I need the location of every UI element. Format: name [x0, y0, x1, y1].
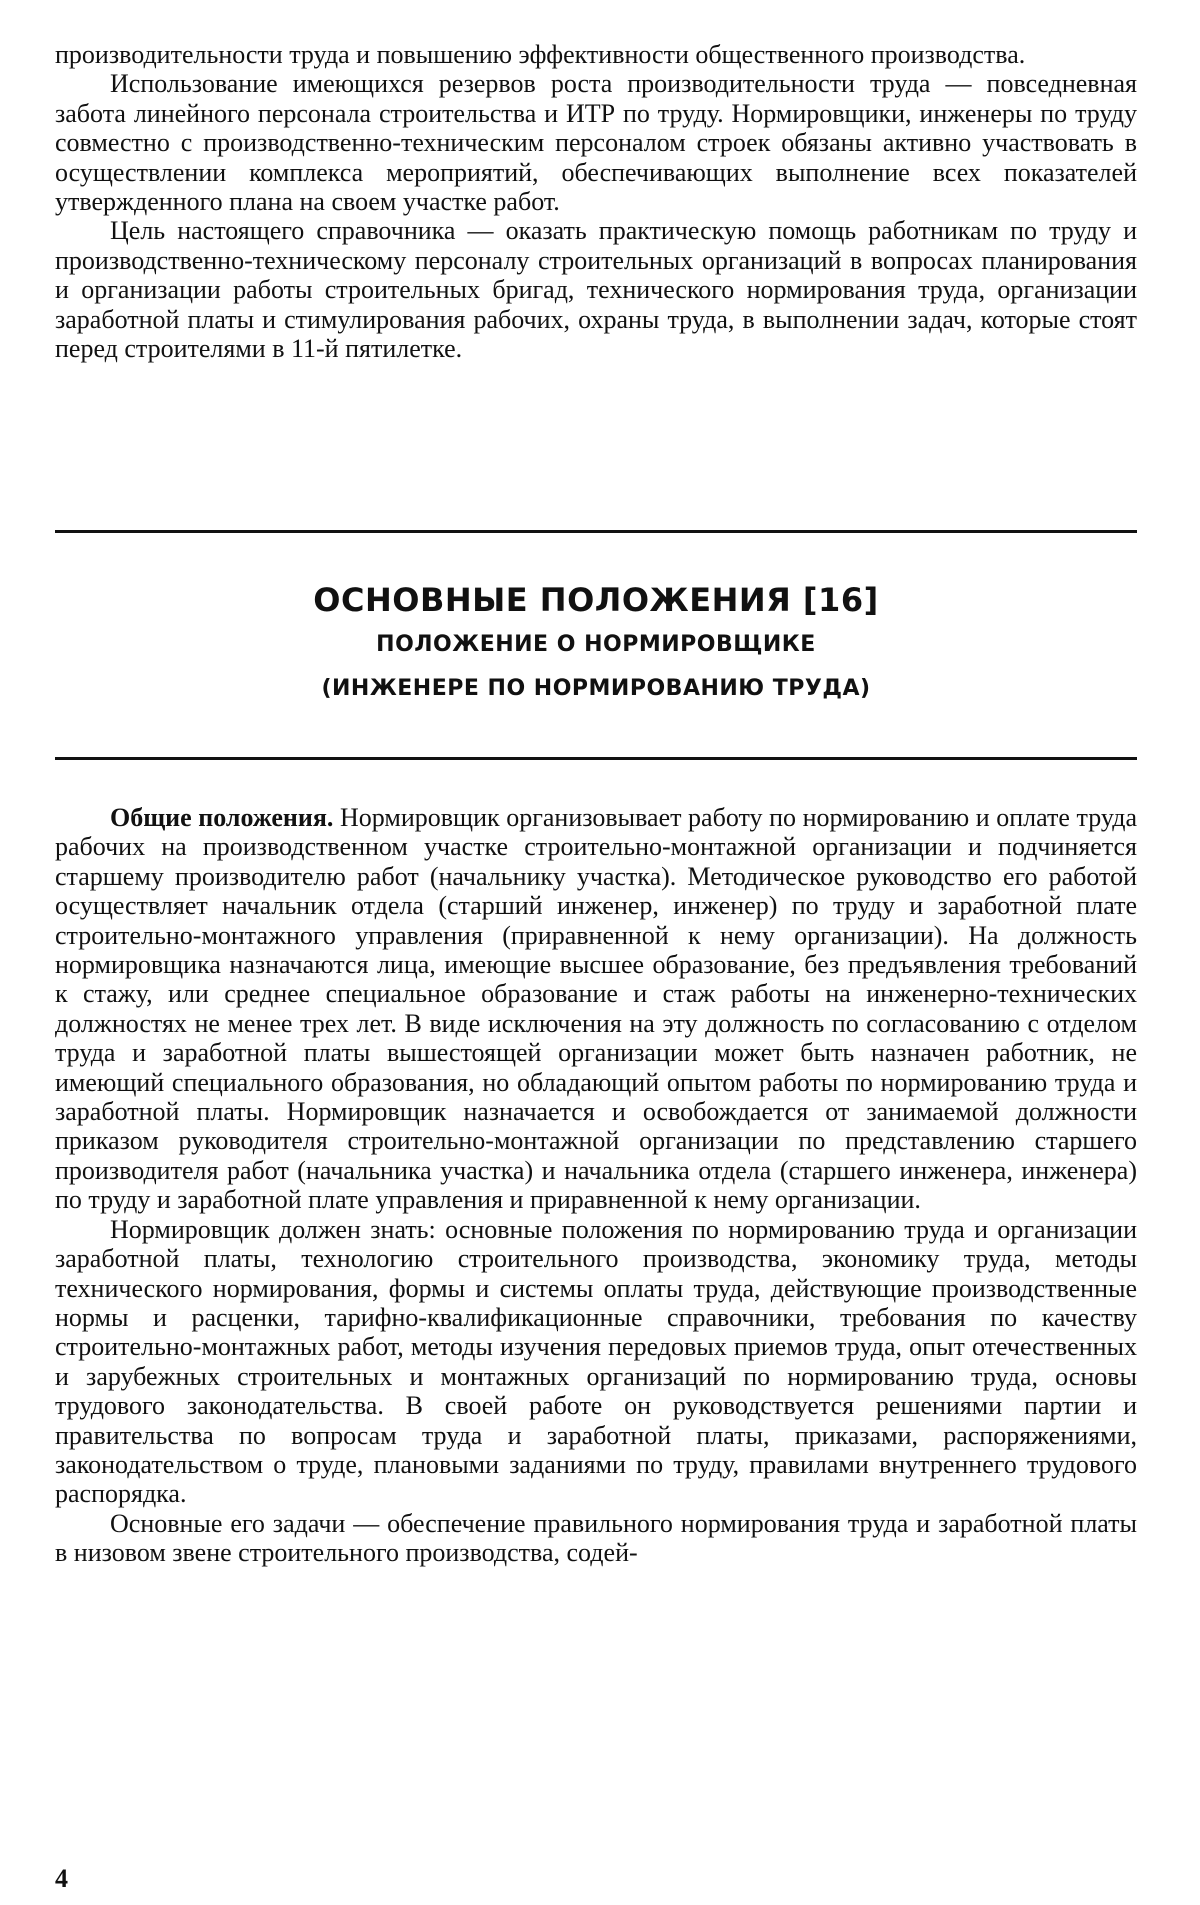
body-paragraph-1 [55, 803, 1137, 1215]
intro-paragraph-3: Цель настоящего справочника — оказать практическую помощь работникам по труду и производственно-техническому персоналу строительных организаций в вопросах планирования и организации работы строительных бригад, технического нормирования труда, организации заработной платы и стимулирования рабочих, охраны труда, в выполнении задач, которые стоят перед строителями в 11-й пятилетке. [55, 216, 1137, 364]
top-divider [55, 530, 1137, 533]
section-subtitle-1: ПОЛОЖЕНИЕ О НОРМИРОВЩИКЕ [376, 632, 816, 657]
body-paragraph-2: Нормировщик должен знать: основные положения по нормированию труда и организации заработной платы, технологию строительного производства, экономику труда, методы технического нормирования, формы и системы оплаты труда, действующие производственные нормы и расценки, тарифно-квалификационные справочники, требования по качеству строительно-монтажных работ, методы изучения передовых приемов труда, опыт отечественных и зарубежных строительных и монтажных организаций по нормированию труда, основы трудового законодательства. В своей работе он руководствуется решениями партии и правительства по вопросам труда и заработной платы, приказами, распоряжениями, законодательством о труде, плановыми заданиями по труду, правилами внутреннего трудового распорядка. [55, 1214, 1137, 1509]
paragraph-text: Нормировщик организовывает работу по нормированию и оплате труда рабочих на производственном участке строительно-монтажной организации и подчиняется старшему производителю работ (начальнику участка). Методическое руководство его работой осуществляет начальник отдела (старший инженер, инженер) по труду и заработной плате строительно-монтажного управления (приравненной к нему организации). На должность нормировщика назначаются лица, имеющие высшее образование, без предъявления требований к стажу, или среднее специальное образование и стаж работы на инженерно-технических должностях не менее трех лет. В виде исключения на эту должность по согласованию с отделом труда и заработной платы вышестоящей организации может быть назначен работник, не имеющий специального образования, но обладающий опытом работы по нормированию труда и заработной платы. Нормировщик назначается и освобождается от занимаемой должности приказом руководителя строительно-монтажной организации по представлению старшего производителя работ (начальника участка) и начальника отдела (старшего инженера, инженера) по труду и заработной плате управления и приравненной к нему организации. [55, 803, 1137, 1215]
page-number: 4 [55, 1864, 68, 1893]
intro-paragraph-2: Использование имеющихся резервов роста производительности труда — повседневная забота линейного персонала строительства и ИТР по труду. Нормировщики, инженеры по труду совместно с производственно-техническим персоналом строек обязаны активно участвовать в осуществлении комплекса мероприятий, обеспечивающих выполнение всех показателей утвержденного плана на своем участке работ. [55, 69, 1137, 217]
body-text [55, 803, 1137, 1568]
bottom-divider [55, 757, 1137, 760]
paragraph-lead: Общие положения. [110, 803, 334, 832]
body-paragraph-3: Основные его задачи — обеспечение правильного нормирования труда и заработной платы в низовом звене строительного производства, содей- [55, 1508, 1137, 1568]
section-subtitle-2: (ИНЖЕНЕРЕ ПО НОРМИРОВАНИЮ ТРУДА) [321, 676, 871, 701]
intro-text [55, 40, 1137, 363]
section-heading [55, 578, 1137, 710]
section-title: ОСНОВНЫЕ ПОЛОЖЕНИЯ [16] [313, 581, 879, 619]
intro-paragraph-1: производительности труда и повышению эффективности общественного производства. [55, 40, 1026, 69]
